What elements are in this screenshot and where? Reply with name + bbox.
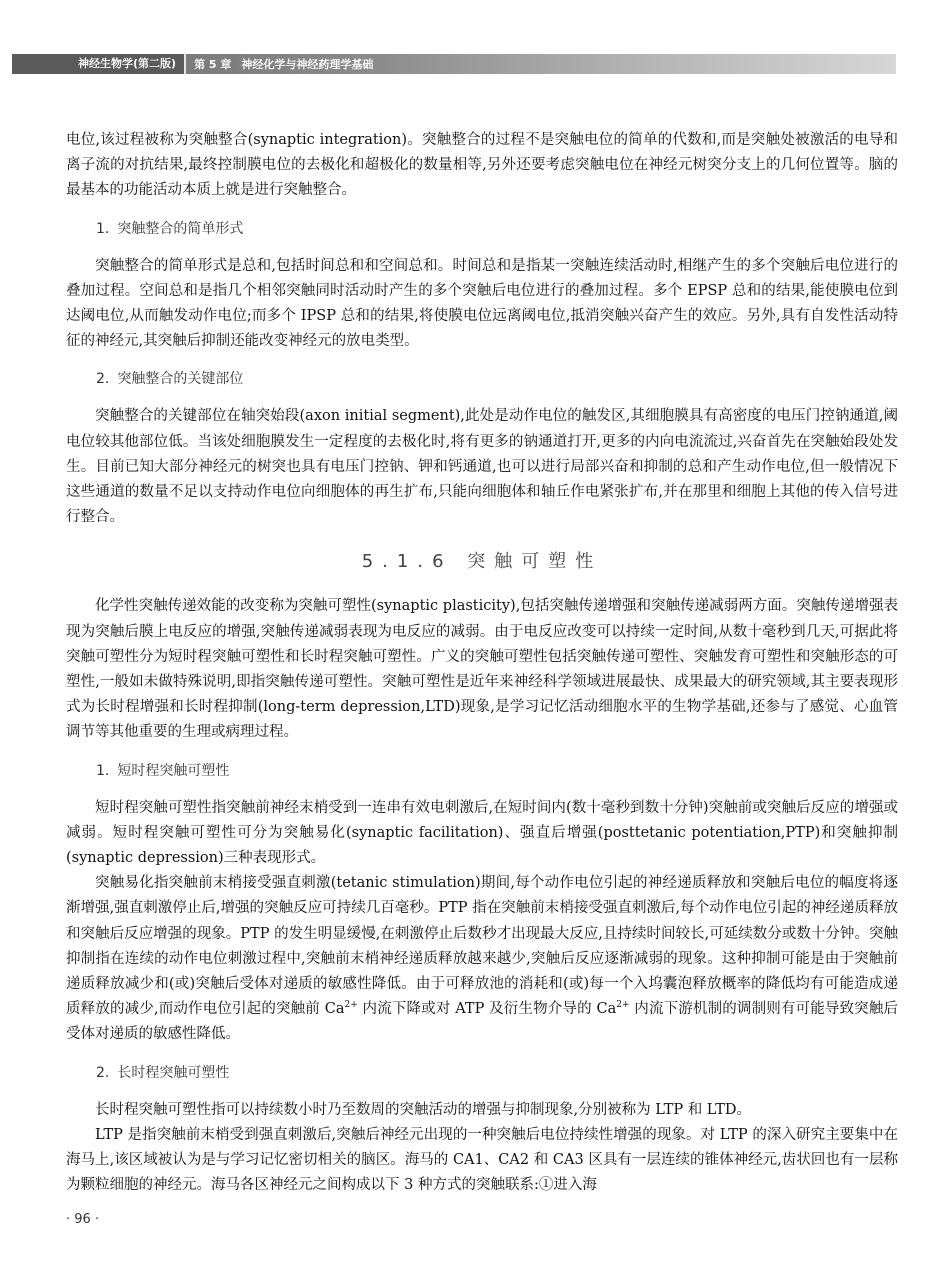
text-run: 内流下游机制的调制则有可能导致突触后受体对递质的敏感性降低。 bbox=[66, 1001, 898, 1043]
subheading-title: 突触整合的关键部位 bbox=[117, 371, 244, 388]
chapter-heading bbox=[194, 56, 373, 72]
header-separator bbox=[184, 54, 186, 74]
chapter-label: 第 5 章 bbox=[194, 58, 232, 71]
subheading-title: 长时程突触可塑性 bbox=[117, 1064, 230, 1081]
subheading-long-term bbox=[96, 1062, 898, 1084]
text-run: 突触易化指突触前末梢接受强直刺激(tetanic stimulation)期间,每个动作电位引起的神经递质释放和突触后电位的幅度将逐渐增强,强直刺激停止后,增强的突触反应可持续几百毫秒。PTP 指在突触前末梢接受强直刺激后,每个动作电位引起的神经递质释放和突触后反应增强的现象。PTP 的发生明显缓慢,在刺激停止后数秒才出现最大反应,且持续时间较长,可延续数分或数十分钟。突触抑制指在连续的动作电位刺激过程中,突触前末梢神经递质释放越来越少,突触后反应逐渐减弱的现象。这种抑制可能是由于突触前递质释放减少和(或)突触后受体对递质的敏感性降低。由于可释放池的消耗和(或)每一个入坞囊泡释放概率的降低均有可能造成递质释放的减少,而动作电位引起的突触前 Ca bbox=[66, 875, 898, 1018]
paragraph-ltp-hippocampus: LTP 是指突触前末梢受到强直刺激后,突触后神经元出现的一种突触后电位持续性增强的现象。对 LTP 的深入研究主要集中在海马上,该区域被认为是与学习记忆密切相关的脑区。海马的 CA1、CA2 和 CA3 区具有一层连续的锥体神经元,齿状回也有一层称为颗粒细胞的神经元。海马各区神经元之间构成以下 3 种方式的突触联系:①进入海 bbox=[66, 1126, 898, 1194]
paragraph-plasticity-intro: 化学性突触传递效能的改变称为突触可塑性(synaptic plasticity),包括突触传递增强和突触传递减弱两方面。突触传递增强表现为突触后膜上电反应的增强,突触传递减弱表现为电反应的减弱。由于电反应改变可以持续一定时间,从数十毫秒到几天,可据此将突触可塑性分为短时程突触可塑性和长时程突触可塑性。广义的突触可塑性包括突触传递可塑性、突触发育可塑性和突触形态的可塑性,一般如未做特殊说明,即指突触传递可塑性。突触可塑性是近年来神经科学领域进展最快、成果最大的研究领域,其主要表现形式为长时程增强和长时程抑制(long-term depression,LTD)现象,是学习记忆活动细胞水平的生物学基础,还参与了感觉、心血管调节等其他重要的生理或病理过程。 bbox=[66, 598, 898, 741]
paragraph-axon-initial-segment: 突触整合的关键部位在轴突始段(axon initial segment),此处是动作电位的触发区,其细胞膜具有高密度的电压门控钠通道,阈电位较其他部位低。当该处细胞膜发生一定程度的去极化时,将有更多的钠通道打开,更多的内向电流流过,兴奋首先在突触始段处发生。目前已知大部分神经元的树突也具有电压门控钠、钾和钙通道,也可以进行局部兴奋和抑制的总和产生动作电位,但一般情况下这些通道的数量不足以支持动作电位向细胞体的再生扩布,只能向细胞体和轴丘作电紧张扩布,并在那里和细胞上其他的传入信号进行整合。 bbox=[66, 408, 898, 526]
paragraph-short-term-definition: 短时程突触可塑性指突触前神经末梢受到一连串有效电刺激后,在短时间内(数十毫秒到数十分钟)突触前或突触后反应的增强或减弱。短时程突触可塑性可分为突触易化(synaptic facilitation)、强直后增强(posttetanic potentiation,PTP)和突触抑制(synaptic depression)三种表现形式。 bbox=[66, 799, 898, 867]
superscript: 2+ bbox=[344, 1000, 358, 1011]
subheading-number: 2. bbox=[96, 1064, 110, 1081]
subheading-key-site bbox=[96, 368, 898, 390]
paragraph-synaptic-integration: 电位,该过程被称为突触整合(synaptic integration)。突触整合的过程不是突触电位的简单的代数和,而是突触处被激活的电导和离子流的对抗结果,最终控制膜电位的去极化和超极化的数量相等,另外还要考虑突触电位在神经元树突分支上的几何位置等。脑的最基本的功能活动本质上就是进行突触整合。 bbox=[66, 132, 898, 199]
running-header bbox=[12, 54, 896, 74]
chapter-title: 神经化学与神经药理学基础 bbox=[241, 58, 374, 71]
subheading-number: 2. bbox=[96, 371, 110, 388]
paragraph-facilitation bbox=[66, 871, 898, 1047]
page-body bbox=[66, 128, 898, 1199]
paragraph-ltp-ltd: 长时程突触可塑性指可以持续数小时乃至数周的突触活动的增强与抑制现象,分别被称为 LTP 和 LTD。 bbox=[95, 1101, 752, 1118]
superscript: 2+ bbox=[616, 1000, 630, 1011]
page-number: · 96 · bbox=[66, 1212, 100, 1227]
book-title: 神经生物学(第二版) bbox=[12, 54, 184, 74]
subheading-title: 突触整合的简单形式 bbox=[117, 220, 244, 237]
subheading-number: 1. bbox=[96, 762, 110, 779]
subheading-short-term bbox=[96, 760, 898, 782]
paragraph-summation: 突触整合的简单形式是总和,包括时间总和和空间总和。时间总和是指某一突触连续活动时,相继产生的多个突触后电位进行的叠加过程。空间总和是指几个相邻突触同时活动时产生的多个突触后电位进行的叠加过程。多个 EPSP 总和的结果,能使膜电位到达阈电位,从而触发动作电位;而多个 IPSP 总和的结果,将使膜电位远离阈电位,抵消突触兴奋产生的效应。另外,具有自发性活动特征的神经元,其突触后抑制还能改变神经元的放电类型。 bbox=[66, 257, 898, 350]
text-run: 内流下降或对 ATP 及衍生物介导的 Ca bbox=[357, 1001, 617, 1018]
subheading-simple-form bbox=[96, 218, 898, 240]
subheading-title: 短时程突触可塑性 bbox=[117, 762, 230, 779]
subheading-number: 1. bbox=[96, 220, 110, 237]
section-heading-plasticity: 5.1.6 突触可塑性 bbox=[361, 551, 603, 573]
